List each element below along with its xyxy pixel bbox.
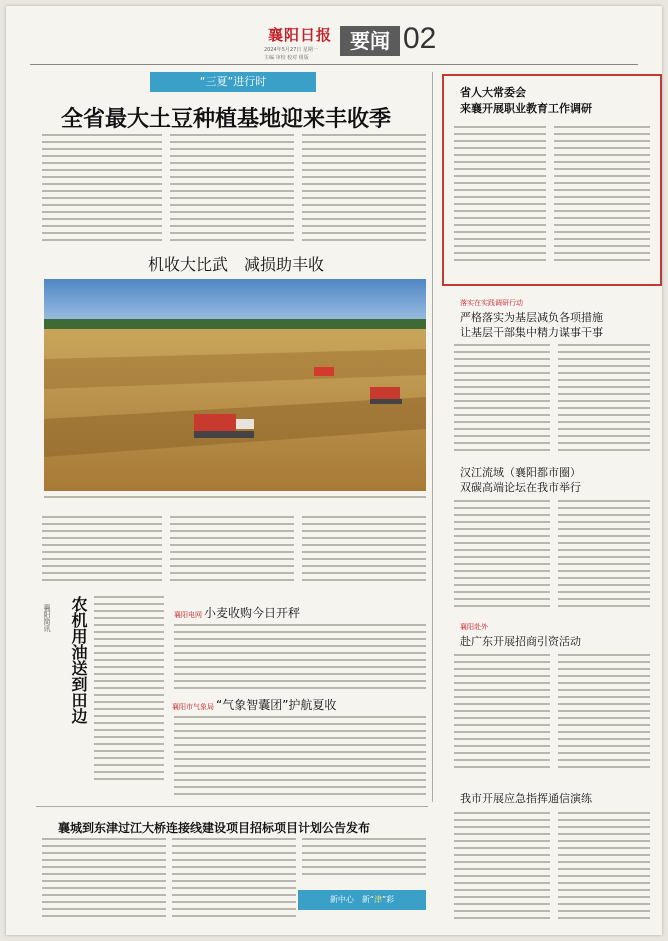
staff-line: 主编 审校 校对 组版	[264, 55, 309, 61]
brief-headline-weather[interactable]	[172, 696, 336, 713]
story-text	[454, 654, 550, 773]
newspaper-page	[6, 6, 662, 935]
harvest-field-illustration	[44, 279, 426, 491]
notice-text	[302, 838, 426, 880]
section-divider	[36, 806, 428, 807]
photo-story-text	[302, 516, 426, 586]
story-text	[558, 500, 650, 612]
notice-text	[42, 838, 166, 922]
story-text	[558, 654, 650, 773]
brief-headline-wheat[interactable]	[174, 604, 300, 621]
notice-text	[172, 838, 296, 922]
photo-caption	[44, 494, 426, 506]
story-text	[454, 500, 550, 612]
story-text	[454, 344, 550, 456]
side-story-tag: 襄阳简讯	[43, 604, 51, 632]
promo-suffix: ”彩	[382, 895, 395, 904]
featured-headline-line2[interactable]: 来襄开展职业教育工作调研	[460, 102, 592, 115]
promo-banner[interactable]	[298, 890, 426, 910]
brief-text	[174, 624, 426, 694]
lead-body-text	[302, 134, 426, 246]
brief-text	[174, 716, 426, 800]
story-text	[558, 344, 650, 456]
brief-title: “气象智囊团”护航夏收	[216, 698, 337, 712]
promo-highlight: 津	[374, 895, 382, 904]
page-number: 02	[403, 22, 437, 55]
story-headline[interactable]: 让基层干部集中精力谋事干事	[460, 326, 603, 339]
featured-article-text	[454, 126, 546, 266]
side-story-text	[94, 596, 164, 785]
column-banner: “三夏”进行时	[150, 72, 316, 92]
featured-headline-line1[interactable]: 省人大常委会	[460, 86, 526, 99]
lead-body-text	[42, 134, 162, 246]
story-text	[558, 812, 650, 924]
notice-headline[interactable]: 襄城到东津过江大桥连接线建设项目招标项目计划公告发布	[58, 821, 371, 835]
masthead-logo: 襄阳日报	[268, 26, 333, 44]
story-headline[interactable]: 赴广东开展招商引资活动	[460, 635, 581, 648]
story-headline[interactable]: 严格落实为基层减负各项措施	[460, 311, 603, 324]
lead-body-text	[170, 134, 294, 246]
photo-headline: 机收大比武 减损助丰收	[147, 255, 324, 274]
story-headline[interactable]: 双碳高端论坛在我市举行	[460, 481, 581, 494]
section-label: 要闻	[340, 26, 400, 56]
story-headline[interactable]: 汉江流域（襄阳都市圈）	[460, 466, 581, 479]
photo-story-text	[42, 516, 162, 586]
story-kicker: 落实在实践调研行动	[460, 299, 523, 307]
story-headline[interactable]: 我市开展应急指挥通信演练	[460, 792, 592, 805]
brief-prefix: 襄阳市气象局	[172, 703, 214, 711]
header-divider	[30, 64, 638, 65]
date-line: 2024年5月27日 星期一	[264, 47, 318, 53]
lead-headline[interactable]: 全省最大土豆种植基地迎来丰收季	[60, 107, 391, 132]
side-story-headline[interactable]: 农机用油送到田边	[69, 596, 88, 724]
brief-title: 小麦收购今日开秤	[204, 606, 301, 620]
story-text	[454, 812, 550, 924]
harvest-photo[interactable]	[44, 279, 426, 491]
story-kicker: 襄阳赴外	[460, 623, 488, 631]
photo-story-text	[170, 516, 294, 586]
promo-prefix: 新中心 新“	[329, 895, 374, 904]
brief-prefix: 襄阳电网	[174, 611, 202, 619]
featured-article-text	[554, 126, 650, 266]
column-divider	[432, 72, 433, 802]
